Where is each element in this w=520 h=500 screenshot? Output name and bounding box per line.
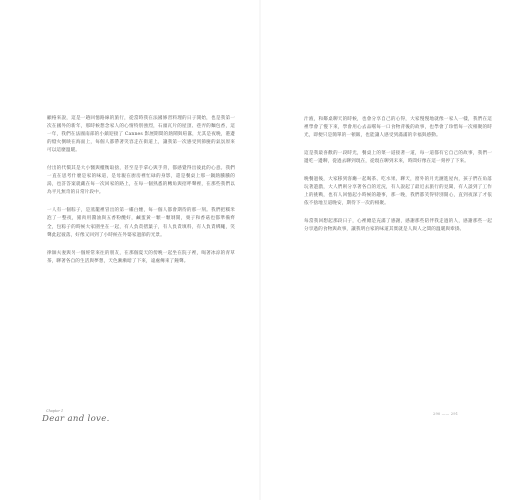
left-paragraph-3: 一人有一個粽子，是蒸籠裡冒出的第一縷白煙，每一個人都會期待的那一刻。我們把糯米泡了一整夜，豬肉用醬油與五香粉醃好，鹹蛋黃一顆一顆剝開，栗子和香菇也都準備齊全，包粽子的時候大家圍坐在一起，有人負責摺葉子，有人負責填料，有人負責綁繩，笑聲此起彼落，好像又回到了小時候在外婆家過節的光景。	[47, 208, 235, 238]
right-paragraph-4: 每當我回想起那段日子，心裡總是充滿了感謝，感謝那些陪伴我走過的人，感謝那些一起分享過的食物與故事，讓我明白家的味道其實就是人與人之間的溫暖與牽掛。	[304, 219, 492, 233]
right-paragraph-1: 汁液，和鄰桌聊天的時候，也會分享自己的心得，大家慢慢地就像一家人一樣，我們在這裡學會了慢下來，學會用心去品嚐每一口食物背後的故事，也學會了珍惜每一次相聚的時光，即便只是簡單的一頓飯，也能讓人感受到滿滿的幸福與感動。	[304, 117, 492, 139]
chapter-label: Chapter 1	[46, 409, 64, 413]
page-gutter	[259, 0, 261, 500]
chapter-script-title: Dear and love.	[42, 414, 110, 424]
left-paragraph-2: 付出的代價其是大小醫與權衡取捨，甚至是手拿心與手背，都感覺得出彼此的心意。我們一直在思考什麼是家的味道，是母親在廚房裡忙碌的身影，還是餐桌上那一鍋熱騰騰的湯，也許答案就藏在每一次回家的路上，在每一個熟悉的轉角與招呼聲裡，在那些我們以為平凡無奇的日常片段中。	[47, 166, 235, 196]
left-paragraph-1: 顧格來說，這是一趟回憶路線的旅行，從當時我在法國修習料理的日子開始，也是我第一次在國外的新年，那時候想念家人的心情特別強烈，石頭瓦片的屋頂、巷弄的麵包香，這一年，我們在法國南部的小鎮迎接了 Cannes 影展期間的熱鬧與喧囂，尤其是夜晚，港邊的燈火倒映在海面上，每個人都帶著笑容走在街道上，讓我第一次感受到節慶的氣氛原來可以這麼溫暖。	[47, 116, 235, 154]
left-page-body	[47, 115, 235, 276]
left-paragraph-4: 律師夫妻與另一個經常來往的朋友，在那個夏天的傍晚一起坐在院子裡，喝著冰涼的青草茶，聊著各自的生活與夢想，天色漸漸暗了下來，遠處傳來了鐘聲。	[47, 250, 235, 264]
right-page-body	[304, 116, 492, 245]
page-numbers: 290 —— 291	[433, 412, 459, 416]
chapter-mark	[42, 409, 110, 424]
right-paragraph-2: 這是我最喜歡的一段時光，餐桌上的菜一道接著一道，每一道都有它自己的故事，我們一邊吃一邊聊，從過去聊到現在，從現在聊到未來，時間好像在這一刻停了下來。	[304, 151, 492, 165]
right-paragraph-3: 晚餐過後，大家移到客廳一起喝茶、吃水果、聊天，窗外的月光灑進屋內，孩子們在角落玩著遊戲，大人們則分享著各自的近況，有人說起了最近去旅行的見聞，有人談到了工作上的挑戰，也有人回憶起小時候的趣事，那一晚，我們都笑得特別開心，直到夜深了才依依不捨地互道晚安，期待下一次的相聚。	[304, 177, 492, 207]
